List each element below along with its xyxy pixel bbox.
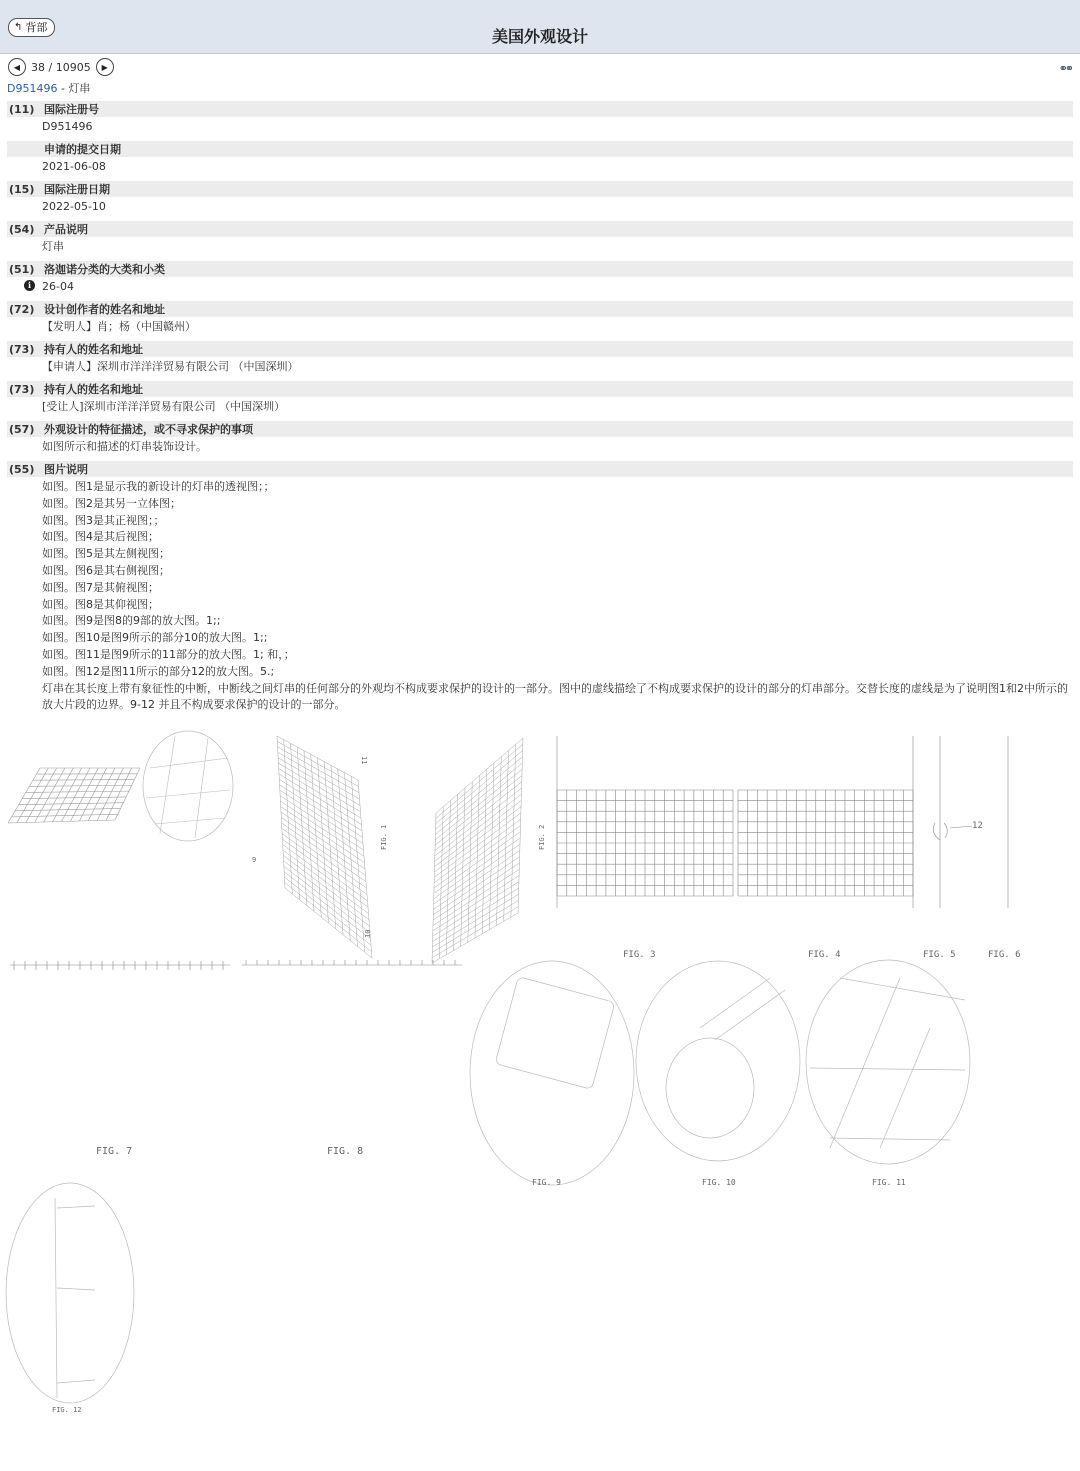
figure-description: 如图。图4是其后视图；	[42, 530, 159, 544]
field-header	[7, 421, 1073, 437]
figure-description: 如图。图10是图9所示的部分10的放大图。1;;	[42, 631, 268, 645]
fig6-label: FIG. 6	[988, 950, 1021, 960]
field-label: 外观设计的特征描述，或不寻求保护的事项	[44, 423, 253, 436]
page-title: 美国外观设计	[491, 27, 588, 46]
record-navigator	[8, 57, 114, 77]
field-code: (51)	[9, 262, 35, 276]
field-label: 持有人的姓名和地址	[44, 343, 143, 356]
back-arrow-icon: ↰	[14, 22, 23, 33]
field-value: 2021-06-08	[42, 160, 106, 173]
fig9-fig10-fig11-details	[470, 960, 970, 1185]
info-icon[interactable]: i	[24, 280, 35, 291]
field-label: 洛迦诺分类的大类和小类	[44, 263, 165, 276]
fig3-front-view	[557, 736, 913, 908]
field-label: 产品说明	[44, 223, 88, 236]
field-code: (72)	[9, 302, 35, 316]
fig7-label: FIG. 7	[96, 1146, 133, 1157]
fig5-fig6-side-views	[933, 736, 1008, 908]
field-header	[7, 221, 1073, 237]
field-value: 灯串	[42, 240, 64, 253]
ref12-label: 12	[972, 821, 983, 831]
figure-description: 如图。图7是其俯视图；	[42, 580, 159, 594]
figure-description: 如图。图2是其另一立体图；	[42, 496, 181, 510]
field-code: (15)	[9, 182, 35, 196]
field-value: 2022-05-10	[42, 200, 106, 213]
prev-record-button[interactable]	[8, 58, 26, 76]
fig2-grid-drawing	[432, 738, 523, 963]
record-subtitle	[7, 80, 90, 96]
field-value: 【发明人】肖；杨（中国赣州）	[42, 320, 196, 333]
figure-description: 如图。图6是其右侧视图；	[42, 563, 170, 577]
field-label: 设计创作者的姓名和地址	[44, 303, 165, 316]
field-code: (73)	[9, 342, 35, 356]
field-header	[7, 181, 1073, 197]
fig12-label: FIG. 12	[52, 1406, 82, 1414]
field-value-locarno	[7, 277, 1073, 301]
field-code: (57)	[9, 422, 35, 436]
fig2-label: FIG. 2	[538, 824, 546, 850]
caret-left-icon: ◀	[13, 62, 21, 72]
caret-right-icon: ▶	[101, 62, 108, 72]
field-value: 【申请人】深圳市洋洋洋贸易有限公司 （中国深圳）	[42, 360, 299, 373]
back-label: 背部	[25, 21, 48, 34]
ref9-label: 9	[252, 856, 257, 864]
locarno-class: 26-04	[42, 280, 74, 293]
field-label: 申请的提交日期	[44, 143, 121, 156]
field-code: (11)	[9, 102, 35, 116]
field-header	[7, 341, 1073, 357]
figure-description: 如图。图12是图11所示的部分12的放大图。5.;	[42, 664, 275, 678]
field-header	[7, 381, 1073, 397]
figure-description: 如图。图8是其仰视图；	[42, 597, 159, 611]
fig3-label: FIG. 3	[623, 950, 656, 960]
bibliographic-fields	[7, 101, 1073, 720]
fig10-label: FIG. 10	[702, 1178, 736, 1187]
figure-description: 如图。图3是其正视图；；	[42, 513, 165, 527]
fig8-label: FIG. 8	[327, 1146, 364, 1157]
field-value: D951496	[42, 120, 93, 133]
figure-descriptions	[7, 477, 1073, 720]
field-label: 国际注册日期	[44, 183, 110, 196]
record-position: 38 / 10905	[31, 60, 91, 74]
fig5-label: FIG. 5	[923, 950, 956, 960]
figure-description: 如图。图11是图9所示的11部分的放大图。1; 和，；	[42, 647, 295, 661]
field-header	[7, 101, 1073, 117]
detail-ellipse	[143, 731, 233, 841]
next-record-button[interactable]	[96, 58, 114, 76]
field-header	[7, 141, 1073, 157]
field-header	[7, 461, 1073, 477]
record-id-link[interactable]: D951496	[7, 82, 58, 95]
fig12-detail	[6, 1183, 134, 1403]
record-name: 灯串	[68, 82, 91, 95]
detail-grid	[146, 736, 230, 838]
design-drawings	[0, 728, 1080, 1468]
field-value: [受让人]深圳市洋洋洋贸易有限公司 （中国深圳）	[42, 400, 286, 413]
fig7-fig8-strings	[10, 960, 462, 970]
figure-description-note: 灯串在其长度上带有象征性的中断，中断线之间灯串的任何部分的外观均不构成要求保护的设计的一部分。图中的虚线描绘了不构成要求保护的设计的部分的灯串部分。交替长度的虚线是为了说明图1和2中所示的放大片段的边界。9-12 并且不构成要求保护的设计的一部分。	[42, 681, 1068, 712]
fig1-grid-drawing	[277, 736, 372, 958]
field-code: (73)	[9, 382, 35, 396]
fig4-label: FIG. 4	[808, 950, 841, 960]
link-icon[interactable]: ⚭⚭	[1058, 62, 1071, 75]
ref11-label: 11	[360, 756, 368, 765]
field-code: (54)	[9, 222, 35, 236]
field-value: 如图所示和描述的灯串装饰设计。	[42, 440, 207, 453]
figure-description: 如图。图9是图8的9部的放大图。1;;	[42, 614, 221, 628]
field-header	[7, 261, 1073, 277]
field-label: 图片说明	[44, 463, 88, 476]
field-label: 国际注册号	[44, 103, 99, 116]
figure-description: 如图。图1是显示我的新设计的灯串的透视图；；	[42, 480, 275, 493]
perspective-grid-drawing	[8, 768, 140, 823]
field-label: 持有人的姓名和地址	[44, 383, 143, 396]
ref10-label: 10	[364, 929, 372, 938]
fig11-label: FIG. 11	[872, 1178, 906, 1187]
fig1-label: FIG. 1	[380, 824, 388, 850]
field-header	[7, 301, 1073, 317]
fig9-label: FIG. 9	[532, 1178, 561, 1187]
figure-description: 如图。图5是其左侧视图；	[42, 547, 170, 561]
drawing-sheet	[0, 728, 1080, 1468]
field-code: (55)	[9, 462, 35, 476]
record-separator: -	[57, 82, 69, 95]
top-bar	[0, 0, 1080, 54]
